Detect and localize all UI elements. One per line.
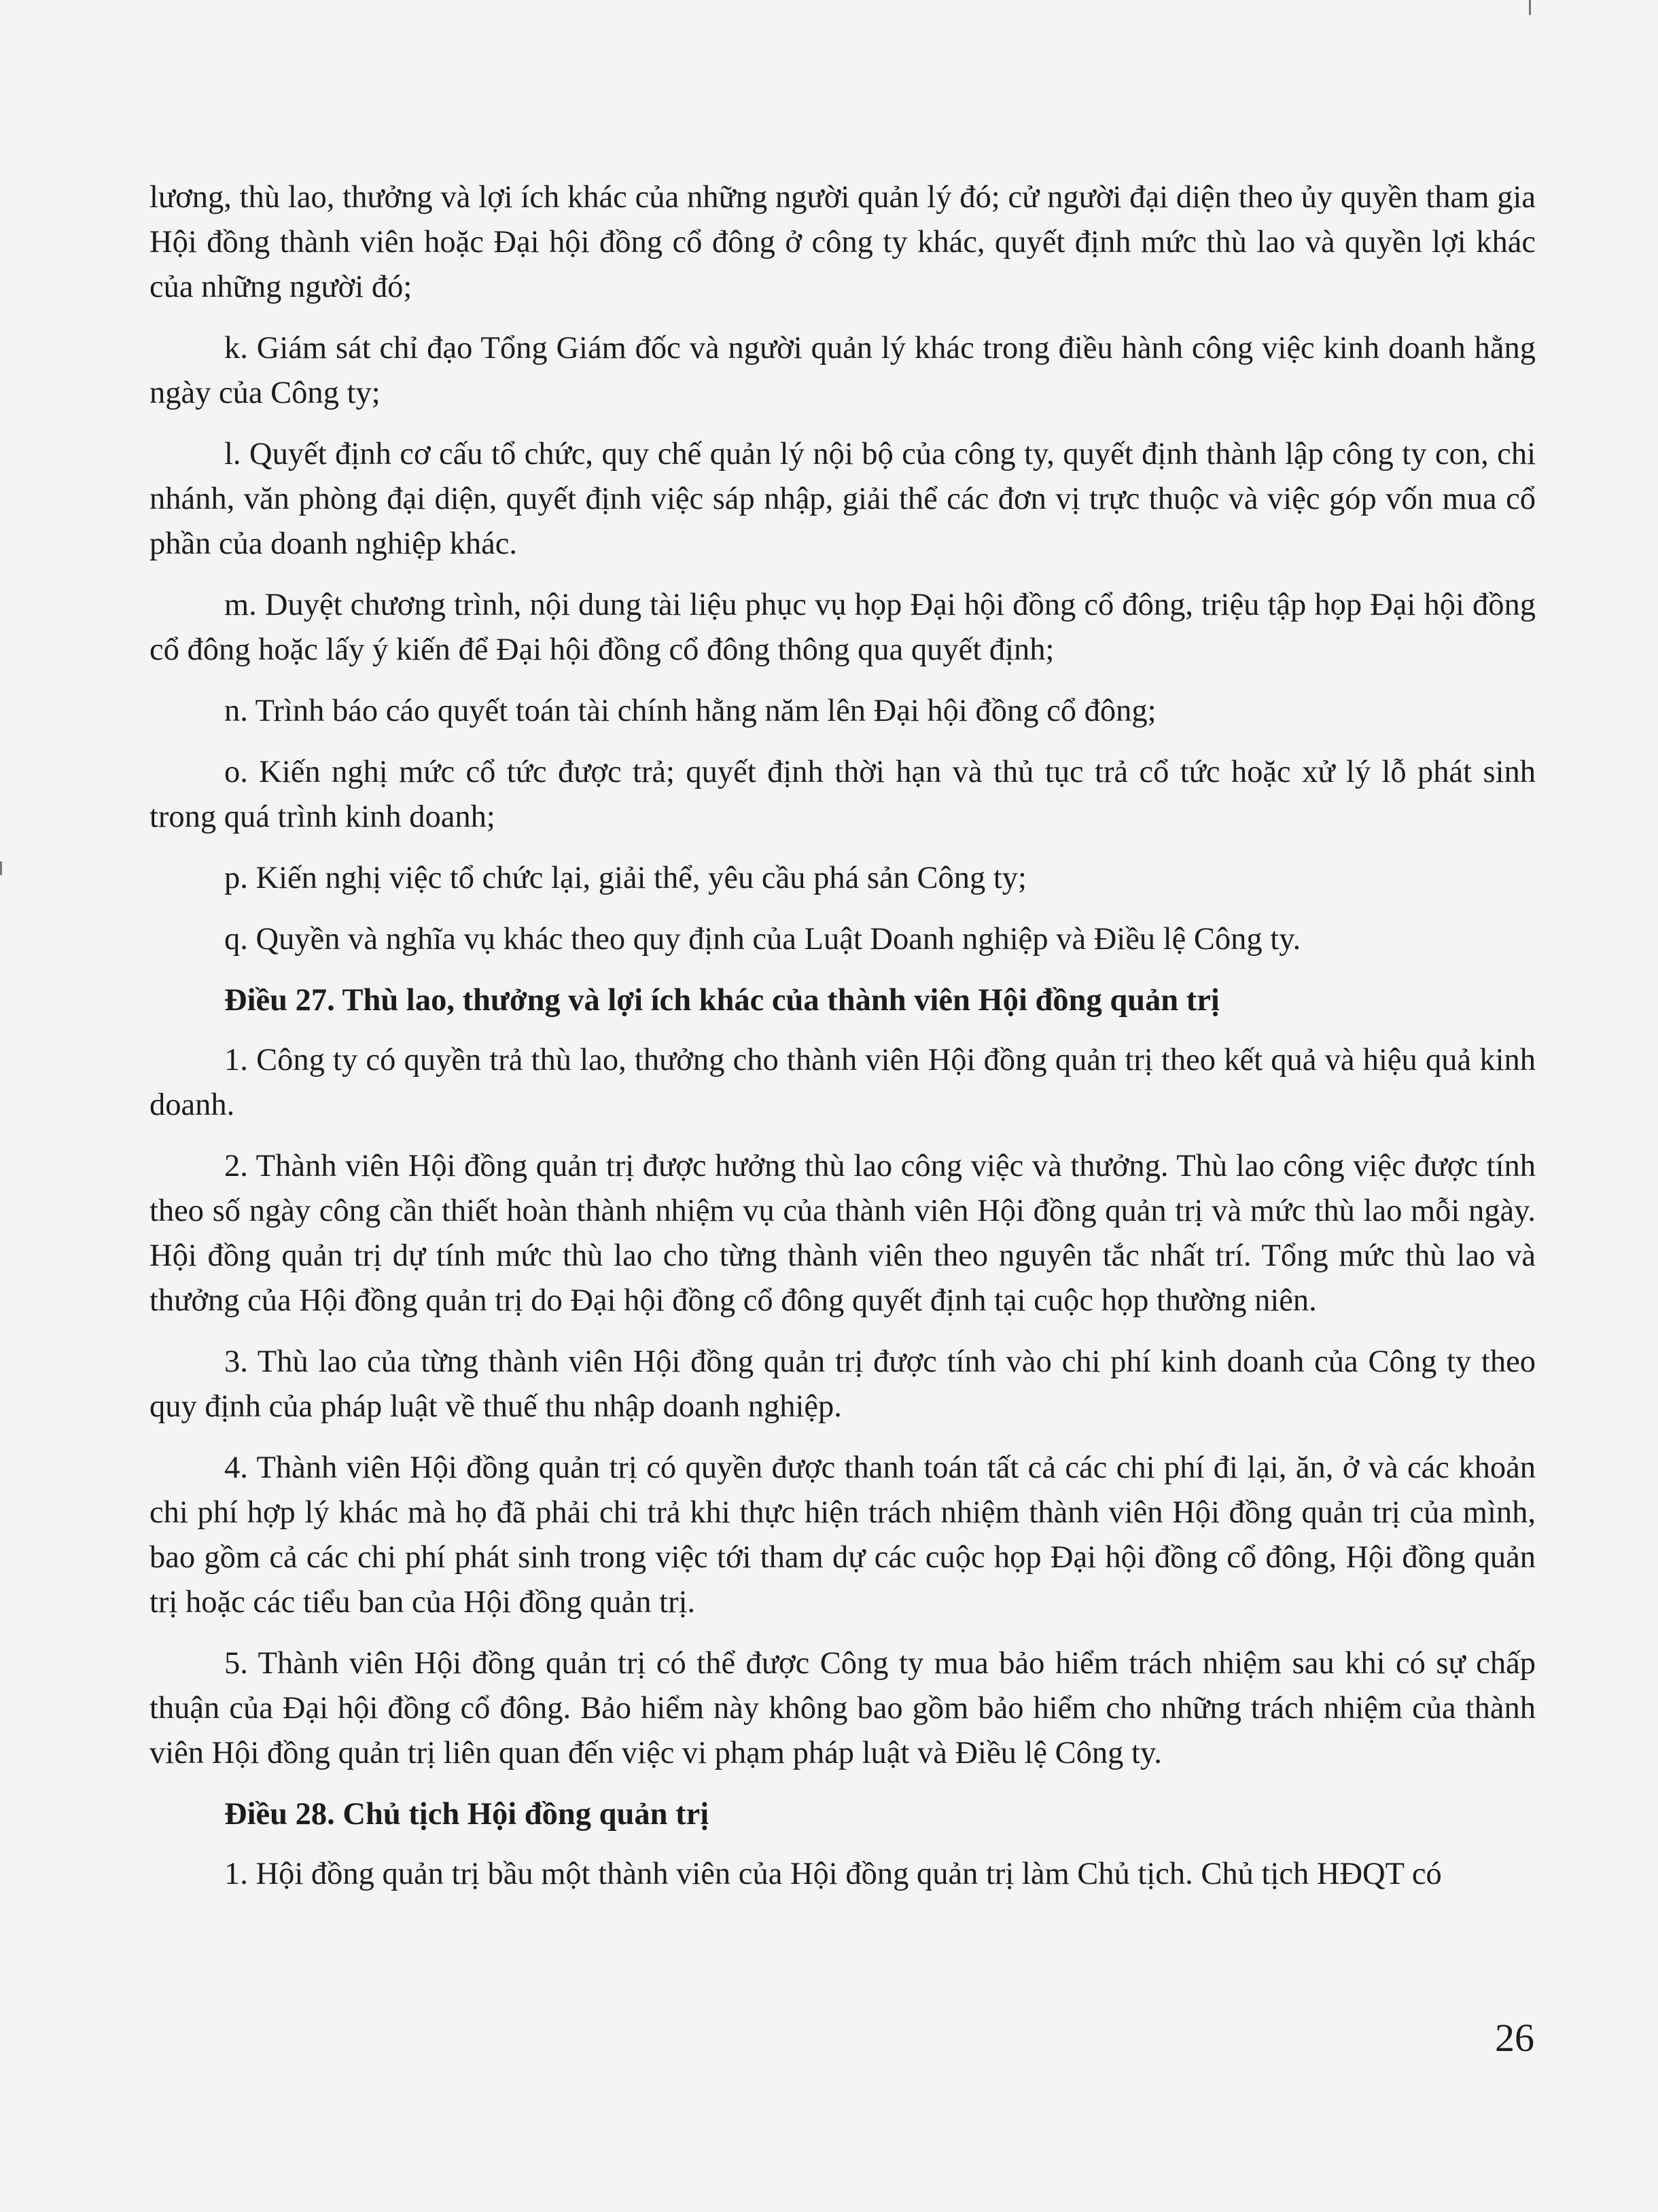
clause-q: q. Quyền và nghĩa vụ khác theo quy định của Luật Doanh nghiệp và Điều lệ Công ty.: [224, 922, 1301, 957]
article-27-item-1: 1. Công ty có quyền trả thù lao, thưởng cho thành viên Hội đồng quản trị theo kết quả và hiệu quả kinh doanh.: [149, 1043, 1536, 1122]
scan-mark: [1529, 0, 1531, 15]
clause-k: k. Giám sát chỉ đạo Tổng Giám đốc và người quản lý khác trong điều hành công việc kinh doanh hằng ngày của Công ty;: [149, 331, 1536, 410]
article-28-item-1: 1. Hội đồng quản trị bầu một thành viên của Hội đồng quản trị làm Chủ tịch. Chủ tịch HĐQT có: [224, 1857, 1442, 1891]
clause-m: m. Duyệt chương trình, nội dung tài liệu phục vụ họp Đại hội đồng cổ đông, triệu tập họp Đại hội đồng cổ đông hoặc lấy ý kiến để Đại hội đồng cổ đông thông qua quyết định;: [149, 588, 1536, 667]
clause-o: o. Kiến nghị mức cổ tức được trả; quyết định thời hạn và thủ tục trả cổ tức hoặc xử lý lỗ phát sinh trong quá trình kinh doanh;: [149, 755, 1536, 834]
scan-mark: [0, 861, 2, 875]
article-27-item-4: 4. Thành viên Hội đồng quản trị có quyền được thanh toán tất cả các chi phí đi lại, ăn, ở và các khoản chi phí hợp lý khác mà họ đã phải chi trả khi thực hiện trách nhiệm thành viên Hội đồng quản trị của mình, bao gồm cả các chi phí phát sinh trong việc tới tham dự các cuộc họp Đại hội đồng cổ đông, Hội đồng quản trị hoặc các tiểu ban của Hội đồng quản trị.: [149, 1450, 1536, 1620]
article-28-heading: Điều 28. Chủ tịch Hội đồng quản trị: [224, 1797, 709, 1832]
clause-p: p. Kiến nghị việc tổ chức lại, giải thể, yêu cầu phá sản Công ty;: [224, 861, 1027, 895]
clause-l: l. Quyết định cơ cấu tổ chức, quy chế quản lý nội bộ của công ty, quyết định thành lập công ty con, chi nhánh, văn phòng đại diện, quyết định việc sáp nhập, giải thể các đơn vị trực thuộc và việc góp vốn mua cổ phần của doanh nghiệp khác.: [149, 437, 1536, 561]
document-body: [149, 175, 1536, 1913]
article-27-item-5: 5. Thành viên Hội đồng quản trị có thể được Công ty mua bảo hiểm trách nhiệm sau khi có sự chấp thuận của Đại hội đồng cổ đông. Bảo hiểm này không bao gồm bảo hiểm cho những trách nhiệm của thành viên Hội đồng quản trị liên quan đến việc vi phạm pháp luật và Điều lệ Công ty.: [149, 1646, 1536, 1770]
article-27-item-3: 3. Thù lao của từng thành viên Hội đồng quản trị được tính vào chi phí kinh doanh của Công ty theo quy định của pháp luật về thuế thu nhập doanh nghiệp.: [149, 1344, 1536, 1424]
article-27-item-2: 2. Thành viên Hội đồng quản trị được hưởng thù lao công việc và thưởng. Thù lao công việc được tính theo số ngày công cần thiết hoàn thành nhiệm vụ của thành viên Hội đồng quản trị và mức thù lao mỗi ngày. Hội đồng quản trị dự tính mức thù lao cho từng thành viên theo nguyên tắc nhất trí. Tổng mức thù lao và thưởng của Hội đồng quản trị do Đại hội đồng cổ đông quyết định tại cuộc họp thường niên.: [149, 1149, 1536, 1318]
page-number: 26: [1495, 2016, 1534, 2060]
paragraph-continuation: lương, thù lao, thưởng và lợi ích khác của những người quản lý đó; cử người đại diện theo ủy quyền tham gia Hội đồng thành viên hoặc Đại hội đồng cổ đông ở công ty khác, quyết định mức thù lao và quyền lợi khác của những người đó;: [149, 180, 1536, 304]
article-27-heading: Điều 27. Thù lao, thưởng và lợi ích khác của thành viên Hội đồng quản trị: [224, 983, 1220, 1018]
clause-n: n. Trình báo cáo quyết toán tài chính hằng năm lên Đại hội đồng cổ đông;: [224, 694, 1157, 728]
